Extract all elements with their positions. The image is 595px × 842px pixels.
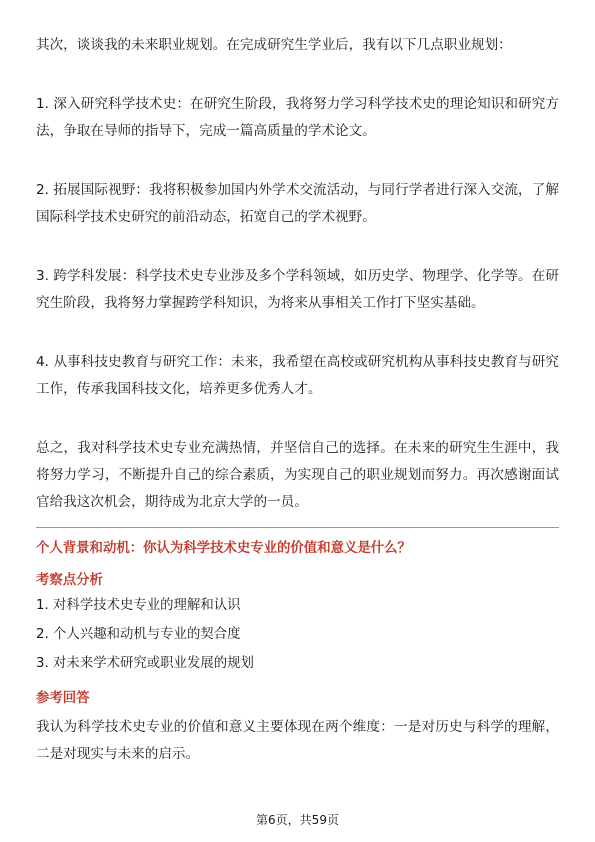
analysis-item-1: 1. 对科学技术史专业的理解和认识 bbox=[36, 598, 241, 613]
analysis-item-2: 2. 个人兴趣和动机与专业的契合度 bbox=[36, 627, 241, 642]
analysis-item-3: 3. 对未来学术研究或职业发展的规划 bbox=[36, 656, 254, 671]
answer-text: 我认为科学技术史专业的价值和意义主要体现在两个维度：一是对历史与科学的理解，二是对现实与未来的启示。 bbox=[36, 719, 559, 762]
paragraph-plan-4: 4. 从事科技史教育与研究工作：未来，我希望在高校或研究机构从事科技史教育与研究工作，传承我国科技文化，培养更多优秀人才。 bbox=[36, 354, 559, 397]
paragraph-conclusion: 总之，我对科学技术史专业充满热情，并坚信自己的选择。在未来的研究生生涯中，我将努力学习，不断提升自己的综合素质，为实现自己的职业规划而努力。再次感谢面试官给我这次机会，期待成为北京大学的一员。 bbox=[36, 440, 559, 510]
answer-heading: 参考回答 bbox=[36, 691, 90, 706]
page-number: 第6页，共59页 bbox=[256, 813, 339, 827]
analysis-heading: 考察点分析 bbox=[36, 573, 103, 588]
paragraph-intro: 其次，谈谈我的未来职业规划。在完成研究生学业后，我有以下几点职业规划： bbox=[36, 37, 512, 53]
interview-question: 个人背景和动机：你认为科学技术史专业的价值和意义是什么？ bbox=[36, 541, 411, 556]
paragraph-plan-2: 2. 拓展国际视野：我将积极参加国内外学术交流活动，与同行学者进行深入交流，了解国际科学技术史研究的前沿动态，拓宽自己的学术视野。 bbox=[36, 182, 559, 225]
paragraph-plan-3: 3. 跨学科发展：科学技术史专业涉及多个学科领域，如历史学、物理学、化学等。在研究生阶段，我将努力掌握跨学科知识，为将来从事相关工作打下坚实基础。 bbox=[36, 268, 559, 311]
paragraph-plan-1: 1. 深入研究科学技术史：在研究生阶段，我将努力学习科学技术史的理论知识和研究方法，争取在导师的指导下，完成一篇高质量的学术论文。 bbox=[36, 96, 559, 139]
section-divider bbox=[36, 527, 559, 528]
